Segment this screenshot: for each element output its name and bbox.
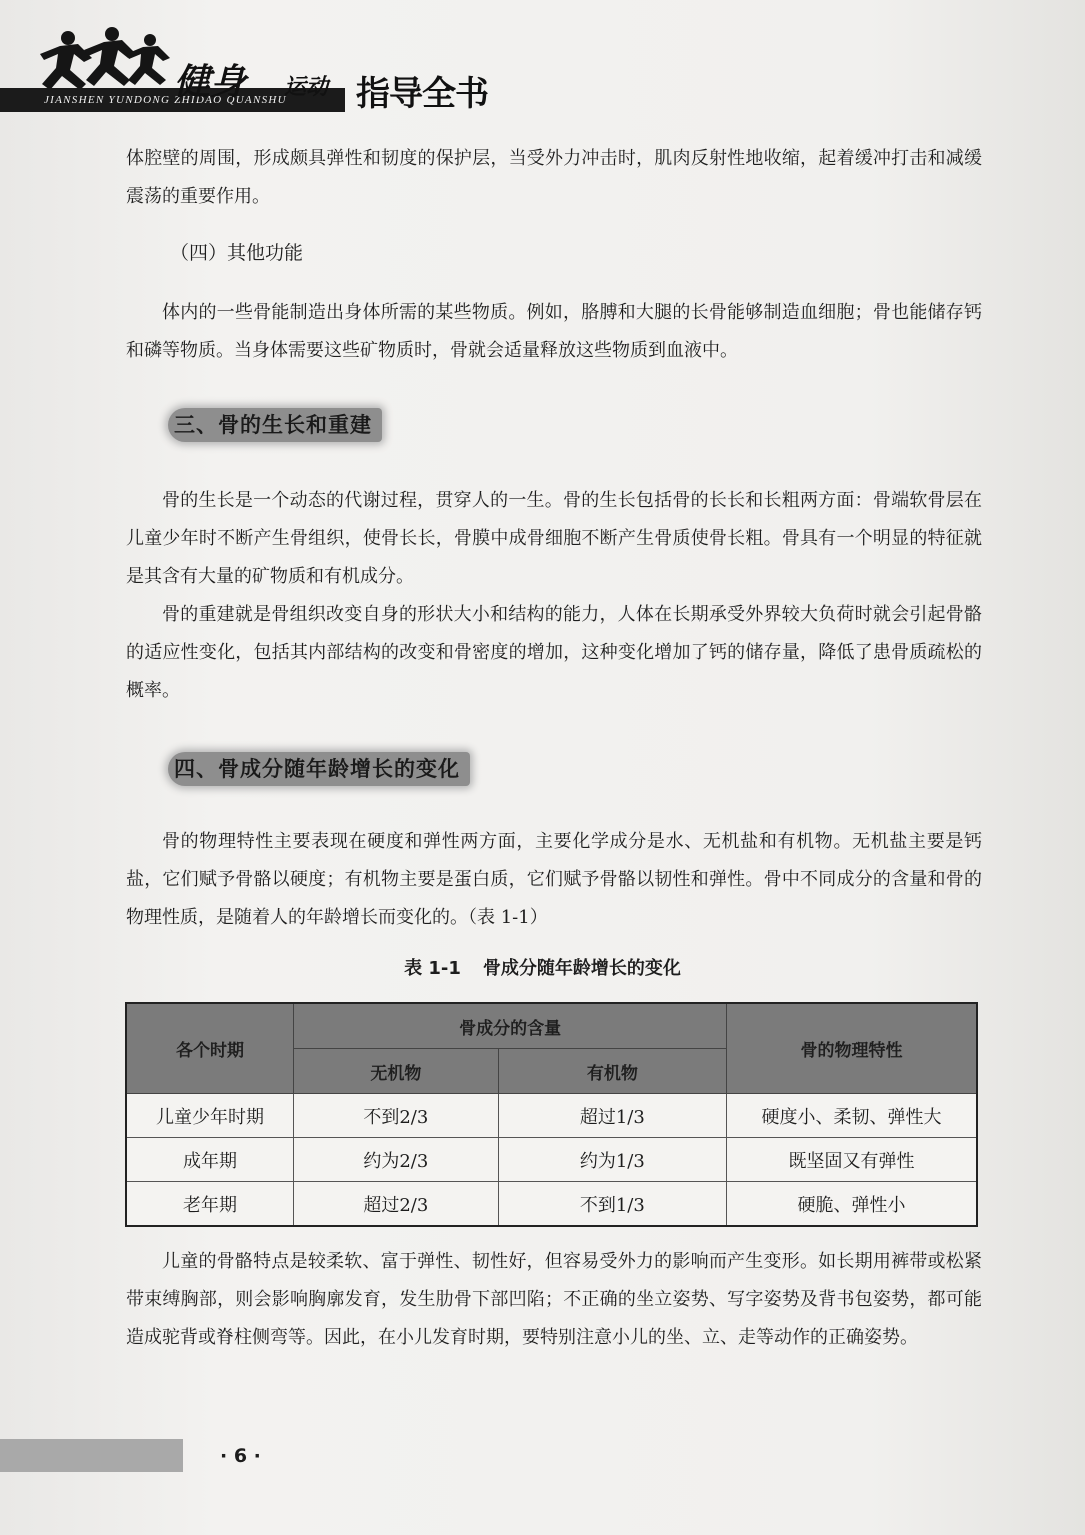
table-caption	[0, 954, 1085, 980]
cell-organic: 超过1/3	[498, 1094, 726, 1138]
section-heading-growth	[168, 408, 382, 442]
cell-period: 老年期	[126, 1182, 294, 1227]
header-inorganic: 无机物	[294, 1049, 499, 1094]
bone-composition-table	[125, 1002, 978, 1227]
section-heading-age-change	[168, 752, 470, 786]
header-organic: 有机物	[498, 1049, 726, 1094]
header-pinyin: JIANSHEN YUNDONG ZHIDAO QUANSHU	[44, 94, 287, 106]
cell-inorganic: 约为2/3	[294, 1138, 499, 1182]
paragraph-continued: 体腔壁的周围，形成颇具弹性和韧度的保护层，当受外力冲击时，肌肉反射性地收缩，起着缓冲打击和减缓震荡的重要作用。	[126, 148, 982, 207]
paragraph-other-functions: 体内的一些骨能制造出身体所需的某些物质。例如，胳膊和大腿的长骨能够制造血细胞；骨也能储存钙和磷等物质。当身体需要这些矿物质时，骨就会适量释放这些物质到血液中。	[126, 302, 982, 361]
paragraph-bone-growth: 骨的生长是一个动态的代谢过程，贯穿人的一生。骨的生长包括骨的长长和长粗两方面：骨端软骨层在儿童少年时不断产生骨组织，使骨长长，骨膜中成骨细胞不断产生骨质使骨长粗。骨具有一个明显的特征就是其含有大量的矿物质和有机成分。	[126, 490, 982, 587]
header-property: 骨的物理特性	[727, 1003, 977, 1094]
table-row	[126, 1138, 977, 1182]
cell-property: 硬度小、柔韧、弹性大	[727, 1094, 977, 1138]
page-number: · 6 ·	[220, 1445, 261, 1467]
paragraph-children-bones: 儿童的骨骼特点是较柔软、富于弹性、韧性好，但容易受外力的影响而产生变形。如长期用裤带或松紧带束缚胸部，则会影响胸廓发育，发生肋骨下部凹陷；不正确的坐立姿势、写字姿势及背书包姿势，都可能造成驼背或脊柱侧弯等。因此，在小儿发育时期，要特别注意小儿的坐、立、走等动作的正确姿势。	[126, 1251, 982, 1348]
cell-property: 既坚固又有弹性	[727, 1138, 977, 1182]
paragraph-bone-rebuild: 骨的重建就是骨组织改变自身的形状大小和结构的能力，人体在长期承受外界较大负荷时就会引起骨骼的适应性变化，包括其内部结构的改变和骨密度的增加，这种变化增加了钙的储存量，降低了患骨质疏松的概率。	[126, 604, 982, 701]
footer-bar	[0, 1439, 183, 1472]
section-heading-age-change-text: 四、骨成分随年龄增长的变化	[174, 757, 460, 781]
table-row	[126, 1182, 977, 1227]
header-period: 各个时期	[126, 1003, 294, 1094]
table-caption-number: 表 1-1	[404, 958, 461, 979]
subheading-other-functions: （四）其他功能	[170, 242, 304, 264]
cell-period: 儿童少年时期	[126, 1094, 294, 1138]
table-caption-title: 骨成分随年龄增长的变化	[482, 958, 681, 979]
cell-period: 成年期	[126, 1138, 294, 1182]
book-title-part3: 指导全书	[356, 74, 488, 114]
cell-property: 硬脆、弹性小	[727, 1182, 977, 1227]
book-title-part2: 运动	[284, 75, 329, 100]
cell-inorganic: 超过2/3	[294, 1182, 499, 1227]
header-content: 骨成分的含量	[294, 1003, 727, 1049]
cell-organic: 不到1/3	[498, 1182, 726, 1227]
paragraph-physical-properties: 骨的物理特性主要表现在硬度和弹性两方面，主要化学成分是水、无机盐和有机物。无机盐主要是钙盐，它们赋予骨骼以硬度；有机物主要是蛋白质，它们赋予骨骼以韧性和弹性。骨中不同成分的含量和骨的物理性质，是随着人的年龄增长而变化的。（表 1-1）	[126, 831, 982, 928]
cell-organic: 约为1/3	[498, 1138, 726, 1182]
table-row	[126, 1094, 977, 1138]
section-heading-growth-text: 三、骨的生长和重建	[174, 413, 372, 437]
cell-inorganic: 不到2/3	[294, 1094, 499, 1138]
book-title-part1: 健身	[174, 62, 247, 103]
